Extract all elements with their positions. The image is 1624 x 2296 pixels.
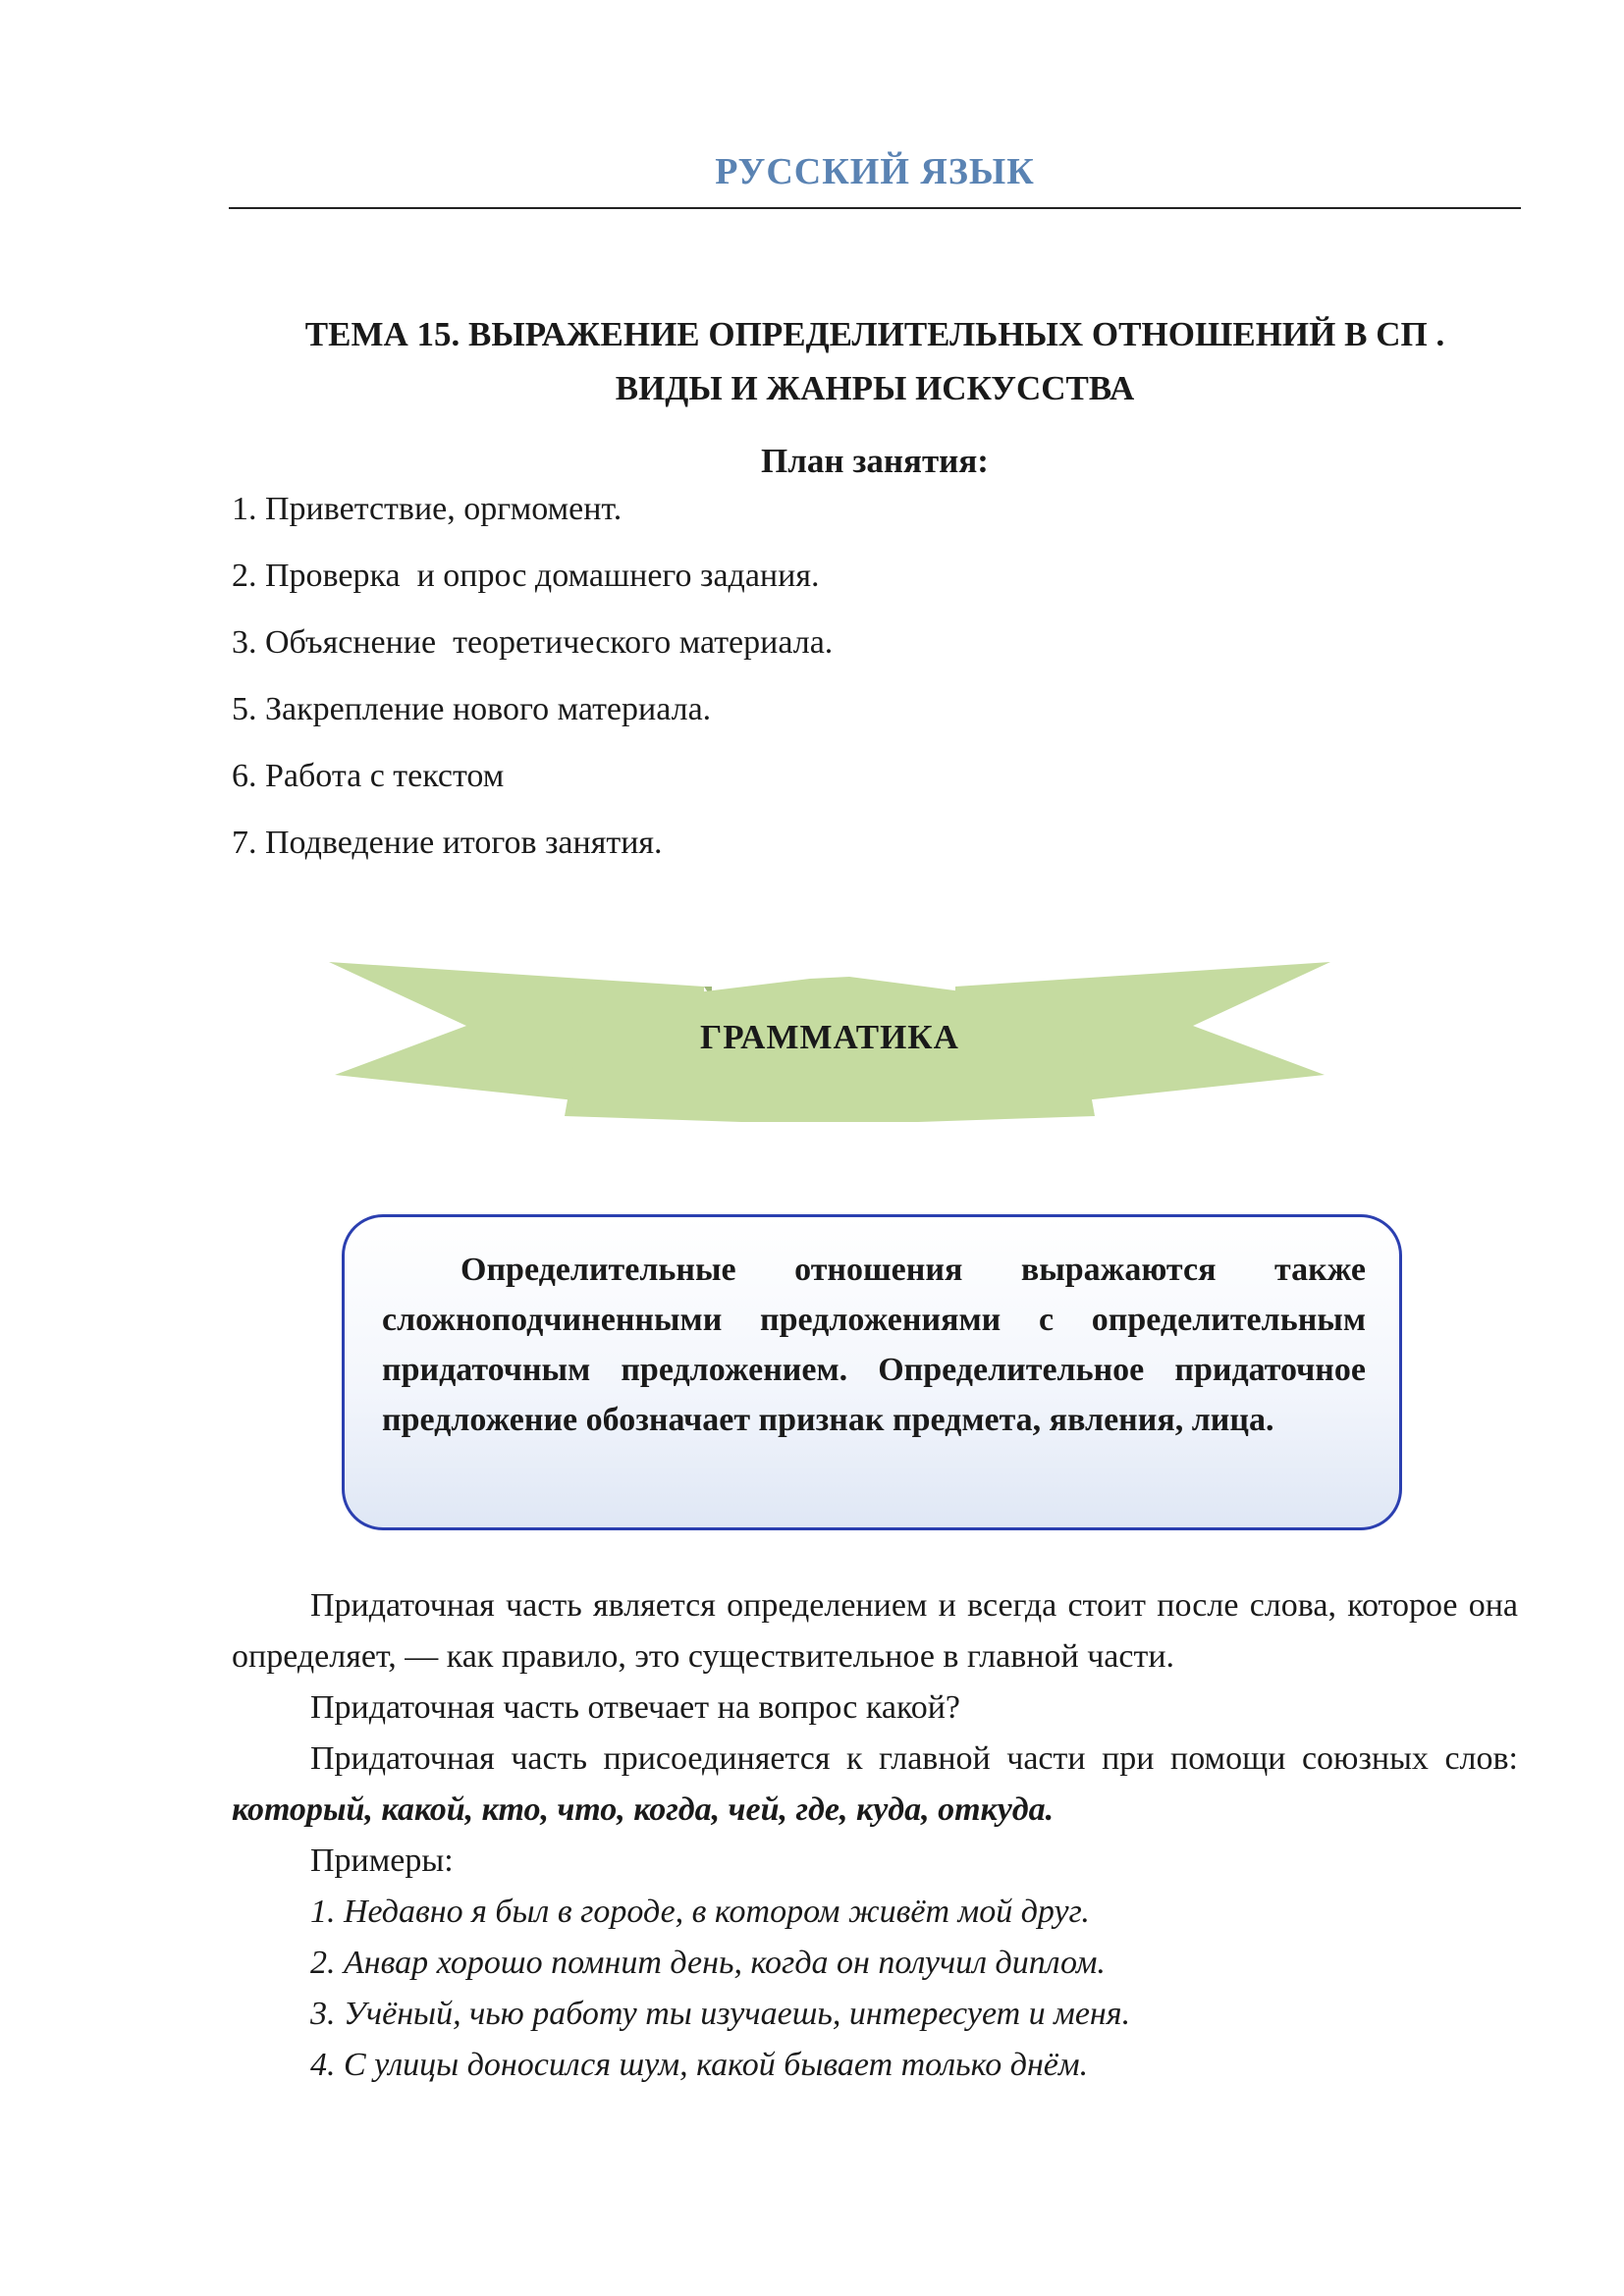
explanation-paragraph-1: Придаточная часть является определением и всегда стоит после слова, которое она определяет, — как правило, это существительное в главной части.	[232, 1587, 1518, 1675]
subject-header: РУССКИЙ ЯЗЫК	[715, 151, 1035, 192]
examples-list	[232, 1887, 1518, 2091]
definition-box	[342, 1214, 1402, 1530]
explanation-paragraph-3	[232, 1734, 1518, 1836]
plan-item: 5. Закрепление нового материала.	[232, 691, 712, 727]
examples-heading: Примеры:	[310, 1842, 454, 1879]
plan-item: 1. Приветствие, оргмомент.	[232, 491, 623, 527]
plan-list	[232, 484, 833, 884]
example-item: 1. Недавно я был в городе, в котором живёт мой друг.	[310, 1894, 1090, 1930]
plan-heading: План занятия:	[761, 442, 989, 480]
conjunction-intro: Придаточная часть присоединяется к главной части при помощи союзных слов:	[310, 1740, 1518, 1777]
topic-title-line-2: ВИДЫ И ЖАНРЫ ИСКУССТВА	[615, 369, 1135, 407]
plan-item: 3. Объяснение теоретического материала.	[232, 624, 834, 661]
plan-item: 7. Подведение итогов занятия.	[232, 825, 663, 861]
explanation-paragraph-2: Придаточная часть отвечает на вопрос какой?	[310, 1689, 961, 1726]
explanation-section	[232, 1580, 1518, 2091]
header-divider	[229, 207, 1521, 209]
definition-text: Определительные отношения выражаются также сложноподчиненными предложениями с определительным придаточным предложением. Определительное придаточное предложение обозначает признак предмета, явления, лица.	[382, 1252, 1366, 1438]
conjunction-words: который, какой, кто, что, когда, чей, где, куда, откуда.	[232, 1791, 1055, 1828]
topic-title-line-1: ТЕМА 15. ВЫРАЖЕНИЕ ОПРЕДЕЛИТЕЛЬНЫХ ОТНОШЕНИЙ В СП .	[304, 315, 1445, 353]
example-item: 3. Учёный, чью работу ты изучаешь, интересует и меня.	[310, 1996, 1131, 2032]
plan-item: 2. Проверка и опрос домашнего задания.	[232, 558, 820, 594]
topic-title	[229, 307, 1521, 415]
banner-label: ГРАММАТИКА	[700, 1018, 959, 1056]
example-item: 2. Анвар хорошо помнит день, когда он получил диплом.	[310, 1945, 1106, 1981]
plan-item: 6. Работа с текстом	[232, 758, 505, 794]
example-item: 4. С улицы доносился шум, какой бывает только днём.	[310, 2047, 1089, 2083]
